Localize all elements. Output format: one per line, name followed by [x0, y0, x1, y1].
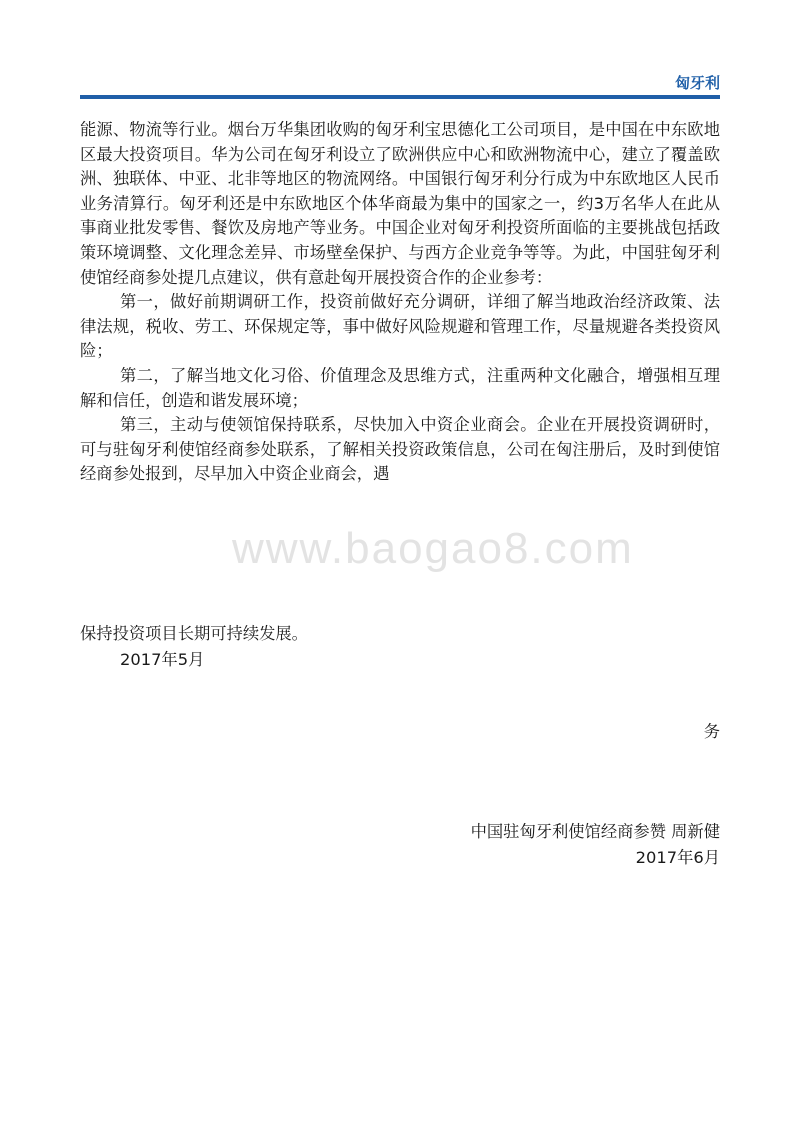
date-may: 2017年5月 — [120, 650, 205, 669]
intro-paragraph: 能源、物流等行业。烟台万华集团收购的匈牙利宝思德化工公司项目，是中国在中东欧地区最大投资项目。华为公司在匈牙利设立了欧洲供应中心和欧洲物流中心，建立了覆盖欧洲、独联体、中亚、北非等地区的物流网络。中国银行匈牙利分行成为中东欧地区人民币业务清算行。匈牙利还是中东欧地区个体华商最为集中的国家之一，约3万名华人在此从事商业批发零售、餐饮及房地产等业务。中国企业对匈牙利投资所面临的主要挑战包括政策环境调整、文化理念差异、市场壁垒保护、与西方企业竞争等等。为此，中国驻匈牙利使馆经商参处提几点建议，供有意赴匈开展投资合作的企业参考： — [80, 120, 720, 287]
point-one-paragraph: 第一，做好前期调研工作，投资前做好充分调研，详细了解当地政治经济政策、法律法规，税收、劳工、环保规定等，事中做好风险规避和管理工作，尽量规避各类投资风险； — [80, 292, 720, 361]
body-text — [80, 118, 720, 487]
text-fragment: 务 — [703, 722, 720, 741]
signature: 中国驻匈牙利使馆经商参赞 周新健 — [470, 822, 720, 841]
point-three-paragraph: 第三，主动与使领馆保持联系，尽快加入中资企业商会。企业在开展投资调研时，可与驻匈牙利使馆经商参处联系，了解相关投资政策信息，公司在匈注册后，及时到使馆经商参处报到，尽早加入中资企业商会，遇 — [80, 415, 720, 484]
closing-line: 保持投资项目长期可持续发展。 — [80, 624, 308, 643]
date-june: 2017年6月 — [635, 848, 720, 867]
point-two-paragraph: 第二，了解当地文化习俗、价值理念及思维方式，注重两种文化融合，增强相互理解和信任，创造和谐发展环境； — [80, 365, 720, 410]
watermark: www.baogao8.com — [232, 524, 634, 573]
header-rule — [80, 95, 720, 99]
header-title: 匈牙利 — [674, 74, 720, 92]
